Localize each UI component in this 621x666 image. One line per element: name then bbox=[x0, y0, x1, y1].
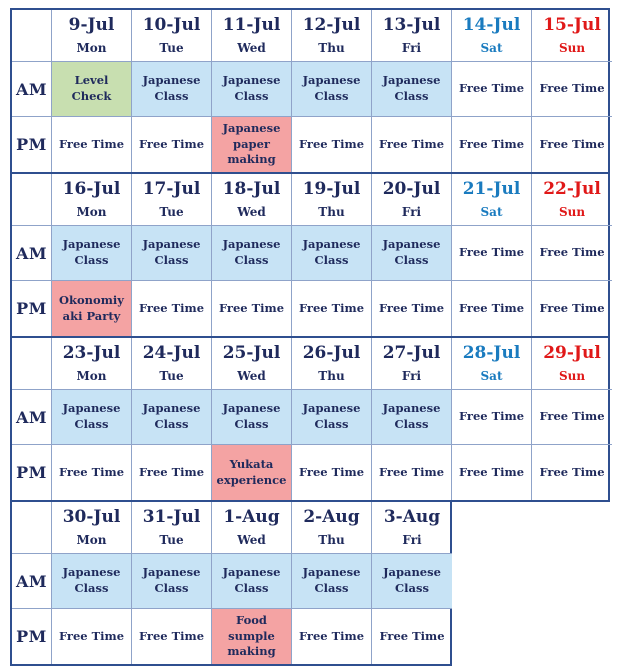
activity-text: Free Time bbox=[58, 464, 125, 479]
activity-text: Free Time bbox=[539, 409, 605, 424]
pm-activity-cell bbox=[52, 445, 132, 500]
activity-text: Japanese Class bbox=[222, 565, 281, 595]
pm-activity-cell bbox=[132, 445, 212, 500]
week-block bbox=[10, 338, 610, 502]
pm-activity-cell bbox=[372, 445, 452, 500]
am-activity-cell bbox=[212, 390, 292, 445]
pm-activity-cell bbox=[132, 609, 212, 664]
weekday-label: Tue bbox=[159, 368, 184, 383]
activity-text: Japanese Class bbox=[222, 73, 281, 103]
activity-text: Free Time bbox=[298, 300, 365, 315]
date-label: 15-Jul bbox=[543, 15, 601, 36]
activity-text: Free Time bbox=[539, 300, 605, 315]
day-header bbox=[212, 502, 292, 554]
weekday-label: Sat bbox=[480, 368, 503, 383]
weekday-label: Mon bbox=[76, 368, 107, 383]
am-activity-cell bbox=[52, 62, 132, 117]
date-label: 17-Jul bbox=[142, 179, 201, 200]
day-header bbox=[132, 502, 212, 554]
weekday-label: Fri bbox=[401, 40, 422, 55]
activity-text: Japanese Class bbox=[142, 401, 201, 431]
day-header bbox=[292, 338, 372, 390]
activity-text: Japanese Class bbox=[383, 565, 441, 595]
am-activity-cell bbox=[132, 226, 212, 281]
pm-activity-cell bbox=[52, 609, 132, 664]
activity-text: Free Time bbox=[458, 300, 525, 315]
activity-text: Free Time bbox=[378, 464, 445, 479]
pm-activity-cell bbox=[292, 117, 372, 172]
pm-activity-cell bbox=[372, 117, 452, 172]
day-header bbox=[52, 502, 132, 554]
weekday-label: Fri bbox=[401, 204, 422, 219]
date-label: 20-Jul bbox=[382, 179, 441, 200]
pm-activity-cell bbox=[132, 281, 212, 336]
day-header bbox=[132, 338, 212, 390]
day-header bbox=[132, 174, 212, 226]
am-row-label: AM bbox=[12, 390, 52, 445]
activity-text: Japanese Class bbox=[62, 237, 121, 267]
pm-activity-cell bbox=[532, 281, 612, 336]
am-activity-cell bbox=[212, 226, 292, 281]
date-label: 1-Aug bbox=[223, 507, 280, 528]
pm-activity-cell bbox=[292, 445, 372, 500]
am-activity-cell bbox=[52, 226, 132, 281]
weekday-label: Thu bbox=[318, 40, 345, 55]
pm-row-label: PM bbox=[12, 281, 52, 336]
weekday-label: Mon bbox=[76, 532, 107, 547]
day-header bbox=[532, 10, 612, 62]
pm-activity-cell bbox=[452, 281, 532, 336]
weekday-label: Fri bbox=[402, 532, 422, 547]
date-label: 30-Jul bbox=[62, 507, 121, 528]
weekday-label: Wed bbox=[237, 368, 266, 383]
day-header bbox=[452, 10, 532, 62]
activity-text: Free Time bbox=[218, 300, 285, 315]
activity-text: Okonomiy aki Party bbox=[59, 292, 124, 323]
am-activity-cell bbox=[292, 226, 372, 281]
corner-cell bbox=[12, 10, 52, 62]
pm-activity-cell bbox=[532, 117, 612, 172]
am-activity-cell bbox=[372, 390, 452, 445]
activity-text: Free Time bbox=[458, 245, 525, 260]
weekday-label: Mon bbox=[76, 204, 107, 219]
date-label: 12-Jul bbox=[302, 15, 361, 36]
am-activity-cell bbox=[52, 390, 132, 445]
activity-text: Food sumple making bbox=[227, 613, 276, 659]
activity-text: Japanese Class bbox=[302, 237, 361, 267]
date-label: 21-Jul bbox=[462, 179, 521, 200]
activity-text: Free Time bbox=[138, 628, 205, 643]
activity-text: Japanese Class bbox=[62, 565, 121, 595]
activity-text: Japanese Class bbox=[62, 401, 121, 431]
weekday-label: Sun bbox=[558, 40, 586, 55]
activity-text: Free Time bbox=[298, 464, 365, 479]
am-activity-cell bbox=[52, 554, 132, 609]
activity-text: Free Time bbox=[138, 136, 205, 151]
am-activity-cell bbox=[132, 62, 212, 117]
pm-activity-cell bbox=[212, 445, 292, 500]
corner-cell bbox=[12, 174, 52, 226]
weekday-label: Wed bbox=[237, 204, 266, 219]
am-activity-cell bbox=[372, 226, 452, 281]
activity-text: Free Time bbox=[378, 300, 445, 315]
activity-text: Japanese Class bbox=[302, 73, 361, 103]
activity-text: Free Time bbox=[138, 464, 205, 479]
date-label: 19-Jul bbox=[302, 179, 361, 200]
am-row-label: AM bbox=[12, 62, 52, 117]
activity-text: Free Time bbox=[458, 464, 525, 479]
am-activity-cell bbox=[132, 390, 212, 445]
pm-activity-cell bbox=[372, 281, 452, 336]
am-row-label: AM bbox=[12, 226, 52, 281]
day-header bbox=[292, 502, 372, 554]
pm-activity-cell bbox=[452, 445, 532, 500]
weekday-label: Sat bbox=[480, 204, 503, 219]
weekday-label: Wed bbox=[237, 40, 266, 55]
day-header bbox=[292, 174, 372, 226]
date-label: 29-Jul bbox=[543, 343, 601, 364]
pm-row-label: PM bbox=[12, 609, 52, 664]
activity-text: Japanese Class bbox=[382, 237, 441, 267]
weekday-label: Fri bbox=[401, 368, 422, 383]
date-label: 13-Jul bbox=[382, 15, 441, 36]
date-label: 22-Jul bbox=[543, 179, 601, 200]
date-label: 9-Jul bbox=[68, 15, 115, 36]
date-label: 3-Aug bbox=[383, 507, 441, 528]
date-label: 14-Jul bbox=[462, 15, 521, 36]
am-activity-cell bbox=[532, 226, 612, 281]
day-header bbox=[452, 338, 532, 390]
activity-text: Free Time bbox=[58, 136, 125, 151]
activity-text: Free Time bbox=[539, 136, 605, 151]
activity-text: Japanese paper making bbox=[222, 121, 281, 167]
am-activity-cell bbox=[212, 62, 292, 117]
pm-row-label: PM bbox=[12, 445, 52, 500]
schedule-calendar bbox=[10, 8, 610, 666]
corner-cell bbox=[12, 338, 52, 390]
weekday-label: Thu bbox=[318, 204, 345, 219]
activity-text: Free Time bbox=[539, 464, 605, 479]
activity-text: Level Check bbox=[71, 73, 112, 103]
pm-activity-cell bbox=[212, 609, 292, 664]
am-activity-cell bbox=[292, 62, 372, 117]
day-header bbox=[372, 10, 452, 62]
pm-activity-cell bbox=[292, 609, 372, 664]
activity-text: Japanese Class bbox=[222, 237, 281, 267]
day-header bbox=[292, 10, 372, 62]
weekday-label: Wed bbox=[237, 532, 266, 547]
date-label: 26-Jul bbox=[302, 343, 361, 364]
pm-activity-cell bbox=[212, 117, 292, 172]
activity-text: Japanese Class bbox=[382, 73, 441, 103]
day-header bbox=[372, 502, 452, 554]
week-block bbox=[10, 8, 610, 174]
activity-text: Japanese Class bbox=[222, 401, 281, 431]
pm-activity-cell bbox=[292, 281, 372, 336]
pm-activity-cell bbox=[372, 609, 452, 664]
activity-text: Japanese Class bbox=[142, 237, 201, 267]
am-activity-cell bbox=[132, 554, 212, 609]
day-header bbox=[52, 174, 132, 226]
activity-text: Free Time bbox=[539, 81, 605, 96]
pm-row-label: PM bbox=[12, 117, 52, 172]
date-label: 10-Jul bbox=[142, 15, 201, 36]
date-label: 25-Jul bbox=[222, 343, 281, 364]
date-label: 27-Jul bbox=[382, 343, 441, 364]
weekday-label: Sat bbox=[480, 40, 503, 55]
corner-cell bbox=[12, 502, 52, 554]
activity-text: Free Time bbox=[298, 136, 365, 151]
pm-activity-cell bbox=[452, 117, 532, 172]
activity-text: Free Time bbox=[138, 300, 205, 315]
pm-activity-cell bbox=[52, 281, 132, 336]
am-activity-cell bbox=[212, 554, 292, 609]
day-header bbox=[212, 174, 292, 226]
day-header bbox=[52, 338, 132, 390]
activity-text: Free Time bbox=[378, 136, 445, 151]
activity-text: Japanese Class bbox=[142, 73, 201, 103]
weekday-label: Tue bbox=[159, 40, 184, 55]
activity-text: Free Time bbox=[458, 136, 525, 151]
am-activity-cell bbox=[372, 62, 452, 117]
am-activity-cell bbox=[292, 390, 372, 445]
pm-activity-cell bbox=[212, 281, 292, 336]
date-label: 2-Aug bbox=[303, 507, 360, 528]
day-header bbox=[452, 174, 532, 226]
pm-activity-cell bbox=[532, 445, 612, 500]
day-header bbox=[52, 10, 132, 62]
activity-text: Free Time bbox=[539, 245, 605, 260]
day-header bbox=[372, 338, 452, 390]
am-activity-cell bbox=[452, 390, 532, 445]
activity-text: Free Time bbox=[458, 81, 525, 96]
day-header bbox=[212, 338, 292, 390]
week-block bbox=[10, 174, 610, 338]
weekday-label: Tue bbox=[159, 532, 184, 547]
date-label: 16-Jul bbox=[62, 179, 121, 200]
week-block bbox=[10, 502, 452, 666]
day-header bbox=[212, 10, 292, 62]
weekday-label: Sun bbox=[558, 204, 586, 219]
am-activity-cell bbox=[532, 62, 612, 117]
weekday-label: Thu bbox=[318, 368, 345, 383]
activity-text: Japanese Class bbox=[382, 401, 441, 431]
activity-text: Japanese Class bbox=[302, 401, 361, 431]
activity-text: Yukata experience bbox=[216, 456, 287, 487]
activity-text: Free Time bbox=[298, 628, 365, 643]
day-header bbox=[372, 174, 452, 226]
date-label: 11-Jul bbox=[222, 15, 281, 36]
date-label: 31-Jul bbox=[142, 507, 201, 528]
activity-text: Free Time bbox=[458, 409, 525, 424]
weekday-label: Thu bbox=[318, 532, 345, 547]
date-label: 24-Jul bbox=[142, 343, 201, 364]
am-activity-cell bbox=[452, 226, 532, 281]
am-activity-cell bbox=[372, 554, 452, 609]
am-activity-cell bbox=[292, 554, 372, 609]
am-row-label: AM bbox=[12, 554, 52, 609]
date-label: 18-Jul bbox=[222, 179, 281, 200]
am-activity-cell bbox=[532, 390, 612, 445]
day-header bbox=[532, 338, 612, 390]
activity-text: Free Time bbox=[58, 628, 125, 643]
activity-text: Japanese Class bbox=[142, 565, 201, 595]
pm-activity-cell bbox=[132, 117, 212, 172]
weekday-label: Tue bbox=[159, 204, 184, 219]
weekday-label: Sun bbox=[558, 368, 586, 383]
date-label: 28-Jul bbox=[462, 343, 521, 364]
day-header bbox=[532, 174, 612, 226]
pm-activity-cell bbox=[52, 117, 132, 172]
date-label: 23-Jul bbox=[62, 343, 121, 364]
day-header bbox=[132, 10, 212, 62]
activity-text: Free Time bbox=[379, 628, 445, 643]
am-activity-cell bbox=[452, 62, 532, 117]
weekday-label: Mon bbox=[76, 40, 107, 55]
activity-text: Japanese Class bbox=[302, 565, 361, 595]
